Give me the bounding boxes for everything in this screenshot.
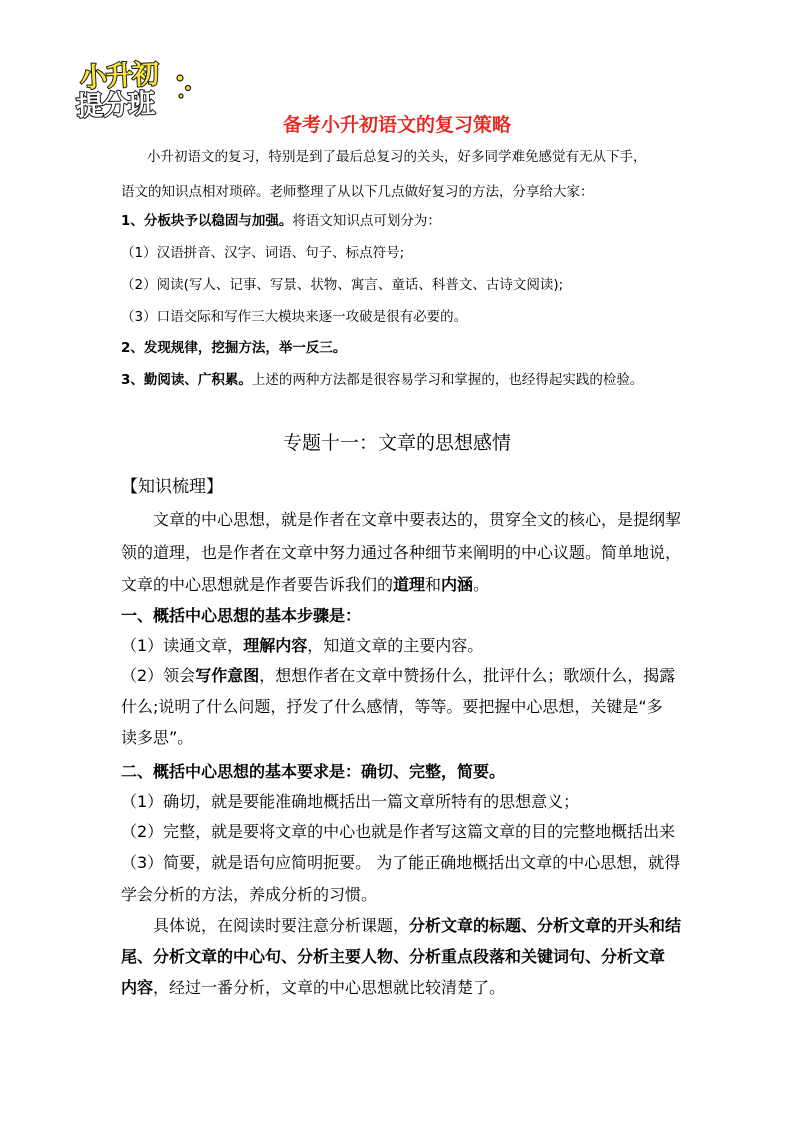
logo-sparkle-icon bbox=[174, 72, 194, 102]
point-2-bold: 2、发现规律，挖掘方法，举一反三。 bbox=[121, 340, 347, 356]
para1-line1: 文章的中心思想，就是作者在文章中要表达的，贯穿全文的核心，是提纲挈 bbox=[153, 510, 682, 529]
step-2-bold: 写作意图 bbox=[195, 666, 260, 685]
heading-requirements: 二、概括中心思想的基本要求是：确切、完整，简要。 bbox=[121, 762, 506, 781]
point-1-text: 将语文知识点可划分为： bbox=[292, 213, 441, 229]
step-2 bbox=[121, 663, 675, 686]
step-2-line3: 读多思”。 bbox=[121, 728, 194, 747]
para1-keyword-reason: 道理 bbox=[393, 575, 426, 594]
step-2-c: ，想想作者在文章中赞扬什么，批评什么；歌颂什么，揭露 bbox=[259, 666, 676, 685]
step-2-a: （2）领会 bbox=[121, 666, 196, 685]
topic-title: 专题十一：文章的思想感情 bbox=[282, 432, 511, 454]
logo bbox=[74, 54, 198, 123]
para2-line1-a: 具体说，在阅读时要注意分析课题， bbox=[153, 916, 410, 935]
step-2-line2: 什么;说明了什么问题，抒发了什么感情，等等。要把握中心思想，关键是“多 bbox=[121, 697, 663, 716]
intro-line2: 语文的知识点相对琐碎。老师整理了从以下几点做好复习的方法，分享给大家： bbox=[121, 184, 594, 200]
requirement-1: （1）确切，就是要能准确地概括出一篇文章所特有的思想意义； bbox=[121, 792, 580, 811]
point-1-sub1: （1）汉语拼音、汉字、词语、句子、标点符号; bbox=[121, 245, 405, 261]
point-1-bold: 1、分板块予以稳固与加强。 bbox=[121, 213, 293, 229]
intro-line1: 小升初语文的复习，特别是到了最后总复习的关头，好多同学难免感觉有无从下手， bbox=[147, 149, 647, 165]
para2-line1 bbox=[153, 913, 681, 936]
step-1 bbox=[121, 633, 483, 656]
point-1-sub2: （2）阅读(写人、记事、写景、状物、寓言、童话、科普文、古诗文阅读); bbox=[121, 277, 564, 293]
point-3-text: 上述的两种方法都是很容易学习和掌握的，也经得起实践的检验。 bbox=[251, 372, 644, 388]
para2-line3 bbox=[121, 975, 505, 998]
para1-line3 bbox=[121, 572, 489, 595]
para1-line2: 领的道理，也是作者在文章中努力通过各种细节来阐明的中心议题。简单地说， bbox=[121, 543, 682, 562]
point-3 bbox=[121, 368, 643, 388]
para1-line3-e: 。 bbox=[473, 575, 490, 594]
logo-line1: 小升初 bbox=[79, 58, 159, 95]
section-label: 【知识梳理】 bbox=[121, 477, 223, 497]
step-1-bold: 理解内容 bbox=[243, 636, 308, 655]
para2-line3-bold: 内容 bbox=[121, 978, 154, 997]
requirement-3-line2: 学会分析的方法，养成分析的习惯。 bbox=[121, 885, 378, 904]
step-1-c: ，知道文章的主要内容。 bbox=[307, 636, 484, 655]
para2-line1-bold: 分析文章的标题、分析文章的开头和结 bbox=[409, 916, 682, 935]
heading-steps: 一、概括中心思想的基本步骤是： bbox=[121, 606, 362, 625]
logo-line2: 提分班 bbox=[75, 88, 155, 123]
requirement-3-line1: （3）简要，就是语句应简明扼要。 为了能正确地概括出文章的中心思想，就得 bbox=[121, 853, 681, 872]
point-3-bold: 3、勤阅读、广积累。 bbox=[121, 372, 252, 388]
page-title: 备考小升初语文的复习策略 bbox=[282, 114, 511, 136]
para1-keyword-meaning: 内涵 bbox=[441, 575, 474, 594]
para1-line3-c: 和 bbox=[425, 575, 442, 594]
para2-line3-b: ，经过一番分析，文章的中心思想就比较清楚了。 bbox=[153, 978, 506, 997]
para2-line2: 尾、分析文章的中心句、分析主要人物、分析重点段落和关键词句、分析文章 bbox=[121, 947, 666, 966]
para1-line3-a: 文章的中心思想就是作者要告诉我们的 bbox=[121, 575, 394, 594]
requirement-2: （2）完整，就是要将文章的中心也就是作者写这篇文章的目的完整地概括出来 bbox=[121, 822, 676, 841]
point-2 bbox=[121, 336, 346, 356]
point-1 bbox=[121, 209, 441, 229]
point-1-sub3: （3）口语交际和写作三大模块来逐一攻破是很有必要的。 bbox=[121, 309, 468, 325]
step-1-a: （1）读通文章， bbox=[121, 636, 244, 655]
